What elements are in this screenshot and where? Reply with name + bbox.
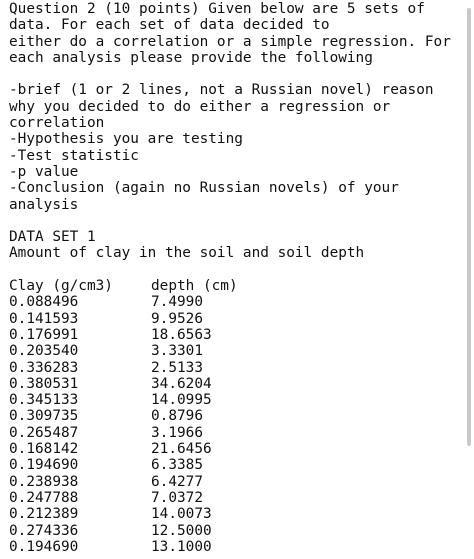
clay-value: 0.168142	[9, 441, 79, 458]
table-row	[9, 294, 464, 310]
requirement-line: -Conclusion (again no Russian novels) of your	[9, 180, 399, 197]
spacer	[9, 262, 464, 278]
depth-value: 6.3385	[151, 457, 203, 474]
intro-line: data. For each set of data decided to	[9, 17, 330, 34]
intro-line: Question 2 (10 points) Given below are 5 sets of	[9, 1, 425, 17]
clay-value: 0.203540	[9, 343, 79, 360]
spacer	[9, 213, 464, 229]
clay-value: 0.345133	[9, 392, 79, 409]
requirement-line: why you decided to do either a regression or	[9, 98, 391, 115]
intro-paragraph	[9, 1, 464, 66]
depth-value: 21.6456	[151, 441, 212, 458]
requirements-list	[9, 82, 464, 212]
vertical-scrollbar[interactable]	[467, 8, 471, 446]
clay-value: 0.274336	[9, 522, 79, 539]
depth-value: 3.1966	[151, 424, 203, 441]
table-row	[9, 360, 464, 376]
intro-line: each analysis please provide the following	[9, 49, 373, 66]
clay-value: 0.194690	[9, 457, 79, 474]
data-table	[9, 278, 464, 555]
table-row	[9, 523, 464, 539]
dataset-description: Amount of clay in the soil and soil depth	[9, 245, 365, 262]
clay-value: 0.194690	[9, 538, 79, 555]
table-row	[9, 506, 464, 522]
depth-value: 34.6204	[151, 375, 212, 392]
dataset-title: DATA SET 1	[9, 229, 96, 246]
depth-value: 7.4990	[151, 294, 203, 311]
table-header-row	[9, 278, 464, 294]
depth-value: 14.0995	[151, 392, 212, 409]
clay-value: 0.309735	[9, 408, 79, 425]
depth-value: 18.6563	[151, 326, 212, 343]
clay-value: 0.212389	[9, 506, 79, 523]
clay-value: 0.141593	[9, 310, 79, 327]
table-row	[9, 474, 464, 490]
requirement-line: -Test statistic	[9, 147, 139, 164]
document-text	[9, 1, 464, 555]
spacer	[9, 66, 464, 82]
table-row	[9, 539, 464, 555]
table-row	[9, 327, 464, 343]
clay-value: 0.336283	[9, 359, 79, 376]
depth-value: 13.1000	[151, 538, 212, 555]
depth-value: 7.0372	[151, 489, 203, 506]
depth-value: 3.3301	[151, 343, 203, 360]
clay-value: 0.380531	[9, 375, 79, 392]
table-row	[9, 392, 464, 408]
table-row	[9, 376, 464, 392]
requirement-line: -p value	[9, 163, 79, 180]
depth-value: 0.8796	[151, 408, 203, 425]
requirement-line: -brief (1 or 2 lines, not a Russian novel) reason	[9, 82, 434, 99]
table-row	[9, 457, 464, 473]
depth-value: 9.9526	[151, 310, 203, 327]
table-row	[9, 408, 464, 424]
requirement-line: analysis	[9, 196, 79, 213]
requirement-line: correlation	[9, 115, 105, 132]
table-row	[9, 425, 464, 441]
table-row	[9, 311, 464, 327]
depth-value: 12.5000	[151, 522, 212, 539]
clay-value: 0.176991	[9, 326, 79, 343]
clay-column-header: Clay (g/cm3)	[9, 278, 113, 295]
table-row	[9, 343, 464, 359]
clay-value: 0.265487	[9, 424, 79, 441]
table-row	[9, 490, 464, 506]
depth-column-header: depth (cm)	[151, 278, 238, 295]
clay-value: 0.247788	[9, 489, 79, 506]
intro-line: either do a correlation or a simple regression. For	[9, 33, 451, 50]
depth-value: 6.4277	[151, 473, 203, 490]
table-row	[9, 441, 464, 457]
depth-value: 14.0073	[151, 506, 212, 523]
clay-value: 0.238938	[9, 473, 79, 490]
depth-value: 2.5133	[151, 359, 203, 376]
requirement-line: -Hypothesis you are testing	[9, 131, 243, 148]
clay-value: 0.088496	[9, 294, 79, 311]
